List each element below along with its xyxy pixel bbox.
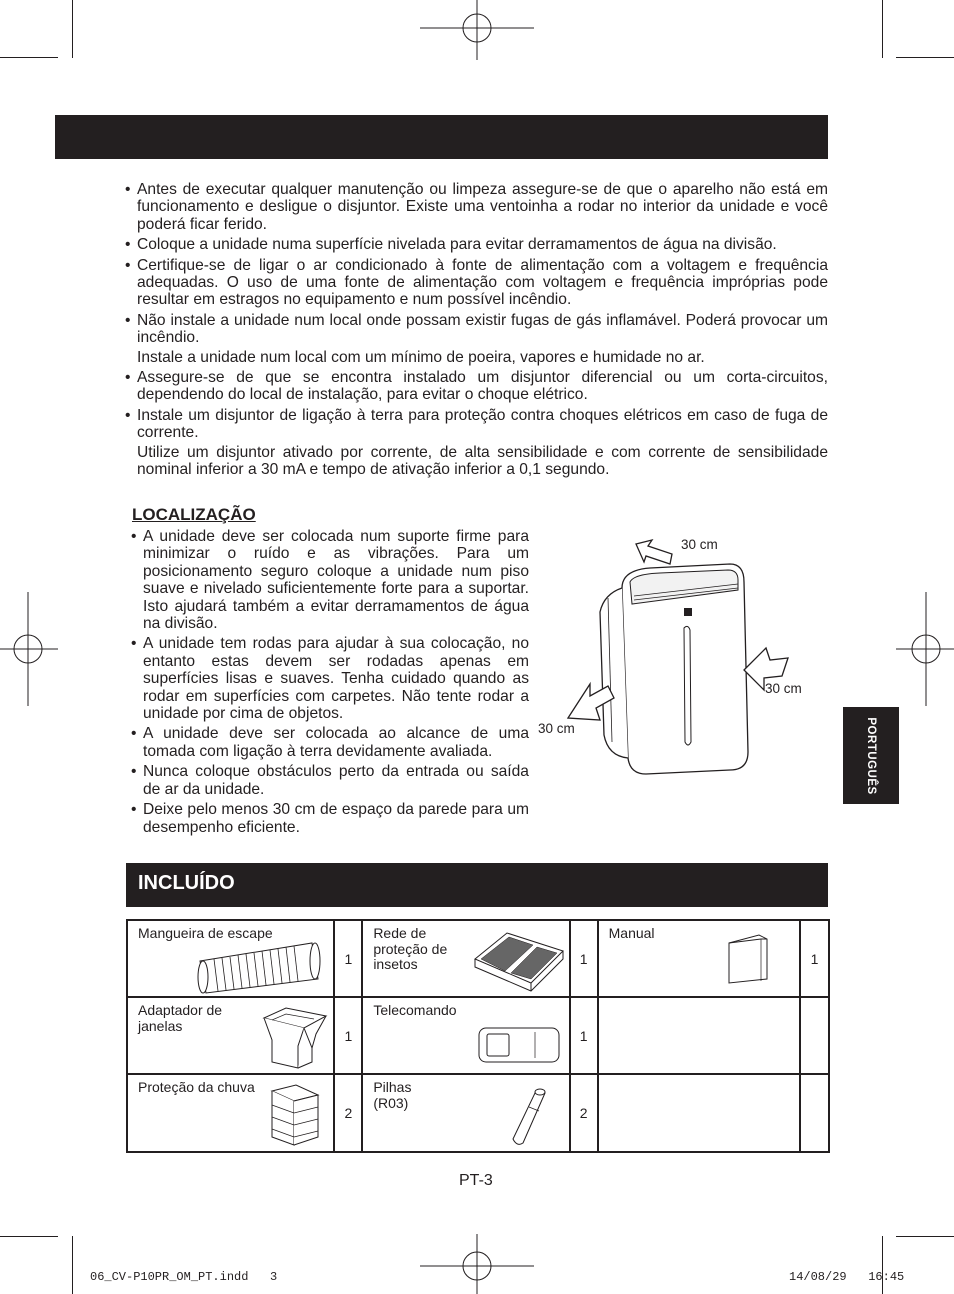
exhaust-hose-icon	[192, 939, 326, 995]
manual-icon	[723, 929, 773, 987]
safety-list	[137, 181, 828, 479]
language-tab: PORTUGUÊS	[843, 707, 899, 804]
air-conditioner-illustration	[560, 530, 800, 780]
item-rain-guard: Proteção da chuva	[127, 1074, 334, 1152]
list-item: • Assegure-se de que se encontra instalado um disjuntor diferencial ou um corta-circuitos, dependendo do local de instalação, para evitar o choque elétrico.	[137, 369, 828, 404]
registration-mark-top	[420, 0, 534, 60]
item-window-adapter: Adaptador de janelas	[127, 997, 334, 1074]
table-row	[127, 997, 829, 1074]
localizacao-list	[143, 528, 529, 836]
battery-icon	[503, 1083, 553, 1149]
list-item: • Antes de executar qualquer manutenção ou limpeza assegure-se de que o aparelho não está em funcionamento e desligue o disjuntor. Existe uma ventoinha a rodar no interior da unidade e você poderá ficar ferido.	[137, 181, 828, 233]
list-item: • Não instale a unidade num local onde possam existir fugas de gás inflamável. Poderá provocar um incêndio. Instale a unidade num local com um mínimo de poeira, vapores e humidade no ar.	[137, 312, 828, 366]
item-qty: 1	[800, 920, 829, 997]
clearance-top-label: 30 cm	[681, 537, 718, 552]
item-qty: 1	[570, 997, 598, 1074]
registration-mark-right	[896, 592, 954, 706]
insect-net-icon	[471, 929, 567, 993]
list-item: • Deixe pelo menos 30 cm de espaço da parede para um desempenho eficiente.	[143, 801, 529, 836]
section-header-bar	[55, 115, 828, 159]
list-item: • A unidade tem rodas para ajudar à sua colocação, no entanto estas devem ser rodadas apenas em superfícies lisas e suaves. Tenha cuidado quando as rodar em superfícies com carpetes. Não tente rodar a unidade por cima de objetos.	[143, 635, 529, 722]
registration-mark-bottom	[420, 1234, 534, 1294]
item-qty: 2	[334, 1074, 362, 1152]
list-item: • A unidade deve ser colocada num suporte firme para minimizar o ruído e as vibrações. Para um posicionamento seguro coloque a unidade num piso suave e nivelado suficientemente forte para a suportar. Isto ajudará também a evitar derramamentos de água na divisão.	[143, 528, 529, 632]
list-item: • Nunca coloque obstáculos perto da entrada ou saída de ar da unidade.	[143, 763, 529, 798]
window-adapter-icon	[258, 1004, 330, 1070]
localizacao-heading: LOCALIZAÇÃO	[132, 505, 256, 524]
item-remote: Telecomando	[362, 997, 569, 1074]
footer-filename: 06_CV-P10PR_OM_PT.indd 3	[90, 1270, 278, 1284]
incluido-title: INCLUÍDO	[138, 872, 235, 894]
remote-control-icon	[475, 1022, 565, 1068]
list-item: • Coloque a unidade numa superfície nivelada para evitar derramamentos de água na divisão.	[137, 236, 828, 253]
registration-mark-left	[0, 592, 58, 706]
table-row	[127, 1074, 829, 1152]
table-row	[127, 920, 829, 997]
footer-timestamp: 14/08/29 16:45	[789, 1270, 905, 1284]
item-manual: Manual	[598, 920, 800, 997]
item-exhaust-hose: Mangueira de escape	[127, 920, 334, 997]
item-qty: 1	[334, 997, 362, 1074]
list-item: • Certifique-se de ligar o ar condicionado à fonte de alimentação com a voltagem e frequência adequadas. O uso de uma fonte de alimentação com voltagem e frequência impróprias pode resultar em estragos no equipamento e num possível incêndio.	[137, 257, 828, 309]
item-insect-net: Rede de proteção de insetos	[362, 920, 569, 997]
item-batteries: Pilhas (R03)	[362, 1074, 569, 1152]
clearance-right-label: 30 cm	[765, 681, 802, 696]
item-qty: 1	[334, 920, 362, 997]
clearance-left-label: 30 cm	[538, 721, 575, 736]
rain-guard-icon	[266, 1081, 332, 1147]
included-items-table	[126, 919, 830, 1153]
item-qty: 1	[570, 920, 598, 997]
page-number: PT-3	[459, 1172, 493, 1189]
item-qty: 2	[570, 1074, 598, 1152]
list-item: • A unidade deve ser colocada ao alcance de uma tomada com ligação à terra devidamente avaliada.	[143, 725, 529, 760]
list-item: • Instale um disjuntor de ligação à terra para proteção contra choques elétricos em caso de fuga de corrente. Utilize um disjuntor ativado por corrente, de alta sensibilidade e com corrente de sensibilidade nominal inferior a 30 mA e tempo de ativação inferior a 0,1 segundo.	[137, 407, 828, 479]
